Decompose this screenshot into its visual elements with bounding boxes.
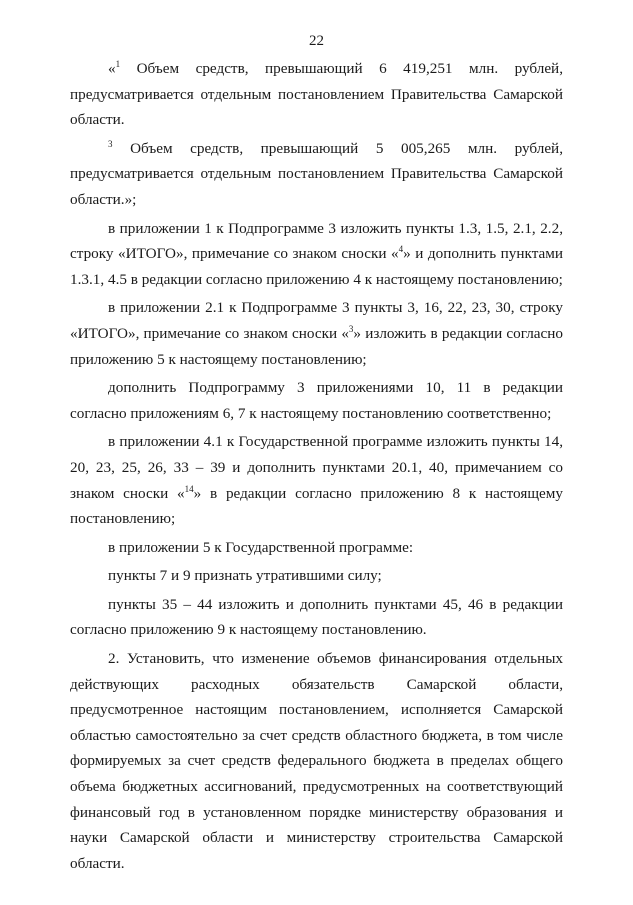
- paragraph-text: дополнить Подпрограмму 3 приложениями 10, 11 в редакции согласно приложениям 6, 7 к настоящему постановлению соответственно;: [70, 379, 563, 422]
- paragraph-text: в приложении 4.1 к Государственной программе изложить пункты 14, 20, 23, 25, 26, 33 – 39 и дополнить пунктами 20.1, 40, примечанием со знаком сноски «: [70, 433, 563, 502]
- footnote-mark: 14: [184, 483, 194, 494]
- amendment-add-appendices: [70, 375, 563, 426]
- amendment-appendix-5-repeal: [70, 563, 563, 589]
- paragraph-text: 2. Установить, что изменение объемов финансирования отдельных действующих расходных обязательств Самарской области, предусмотренное настоящим постановлением, исполняется Самарской областью самостоятельно за счет средств областного бюджета, в том числе формируемых за счет средств федерального бюджета в пределах общего объема бюджетных ассигнований, предусмотренных на соответствующий финансовый год в установленном порядке министерству образования и науки Самарской области и министерству строительства Самарской области.: [70, 650, 563, 872]
- document-body: [70, 56, 563, 876]
- footnote-paragraph-3: [70, 136, 563, 213]
- paragraph-text: » изложить в редакции согласно приложению 5 к настоящему постановлению;: [70, 324, 563, 368]
- amendment-appendix-4-1: [70, 429, 563, 531]
- paragraph-text: Объем средств, превышающий 5 005,265 млн. рублей, предусматривается отдельным постановлением Правительства Самарской области.»;: [70, 139, 563, 208]
- amendment-appendix-5-items: [70, 592, 563, 643]
- paragraph-text: Объем средств, превышающий 6 419,251 млн. рублей, предусматривается отдельным постановлением Правительства Самарской области.: [70, 60, 563, 129]
- paragraph-text: пункты 7 и 9 признать утратившими силу;: [108, 567, 382, 585]
- amendment-appendix-2-1: [70, 295, 563, 372]
- paragraph-text: «: [108, 60, 116, 77]
- amendment-appendix-5-intro: [70, 535, 563, 561]
- amendment-appendix-1: [70, 216, 563, 293]
- section-2-paragraph: [70, 646, 563, 876]
- footnote-mark: 4: [398, 244, 404, 255]
- paragraph-text: в приложении 2.1 к Подпрограмме 3 пункты 3, 16, 22, 23, 30, строку «ИТОГО», примечание со знаком сноски «: [70, 299, 563, 342]
- footnote-mark: 3: [108, 138, 113, 149]
- paragraph-text: » в редакции согласно приложению 8 к настоящему постановлению;: [70, 484, 563, 528]
- paragraph-text: в приложении 5 к Государственной программе:: [108, 538, 414, 556]
- footnote-mark: 1: [115, 59, 121, 69]
- paragraph-text: пункты 35 – 44 изложить и дополнить пунктами 45, 46 в редакции согласно приложению 9 к настоящему постановлению.: [70, 595, 563, 639]
- paragraph-text: » и дополнить пунктами 1.3.1, 4.5 в редакции согласно приложению 4 к настоящему постановлению;: [70, 245, 564, 288]
- footnote-paragraph-1: [70, 56, 563, 133]
- page-number: 22: [309, 33, 324, 49]
- paragraph-text: в приложении 1 к Подпрограмме 3 изложить пункты 1.3, 1.5, 2.1, 2.2, строку «ИТОГО», примечание со знаком сноски «: [70, 219, 563, 263]
- footnote-mark: 3: [348, 323, 354, 334]
